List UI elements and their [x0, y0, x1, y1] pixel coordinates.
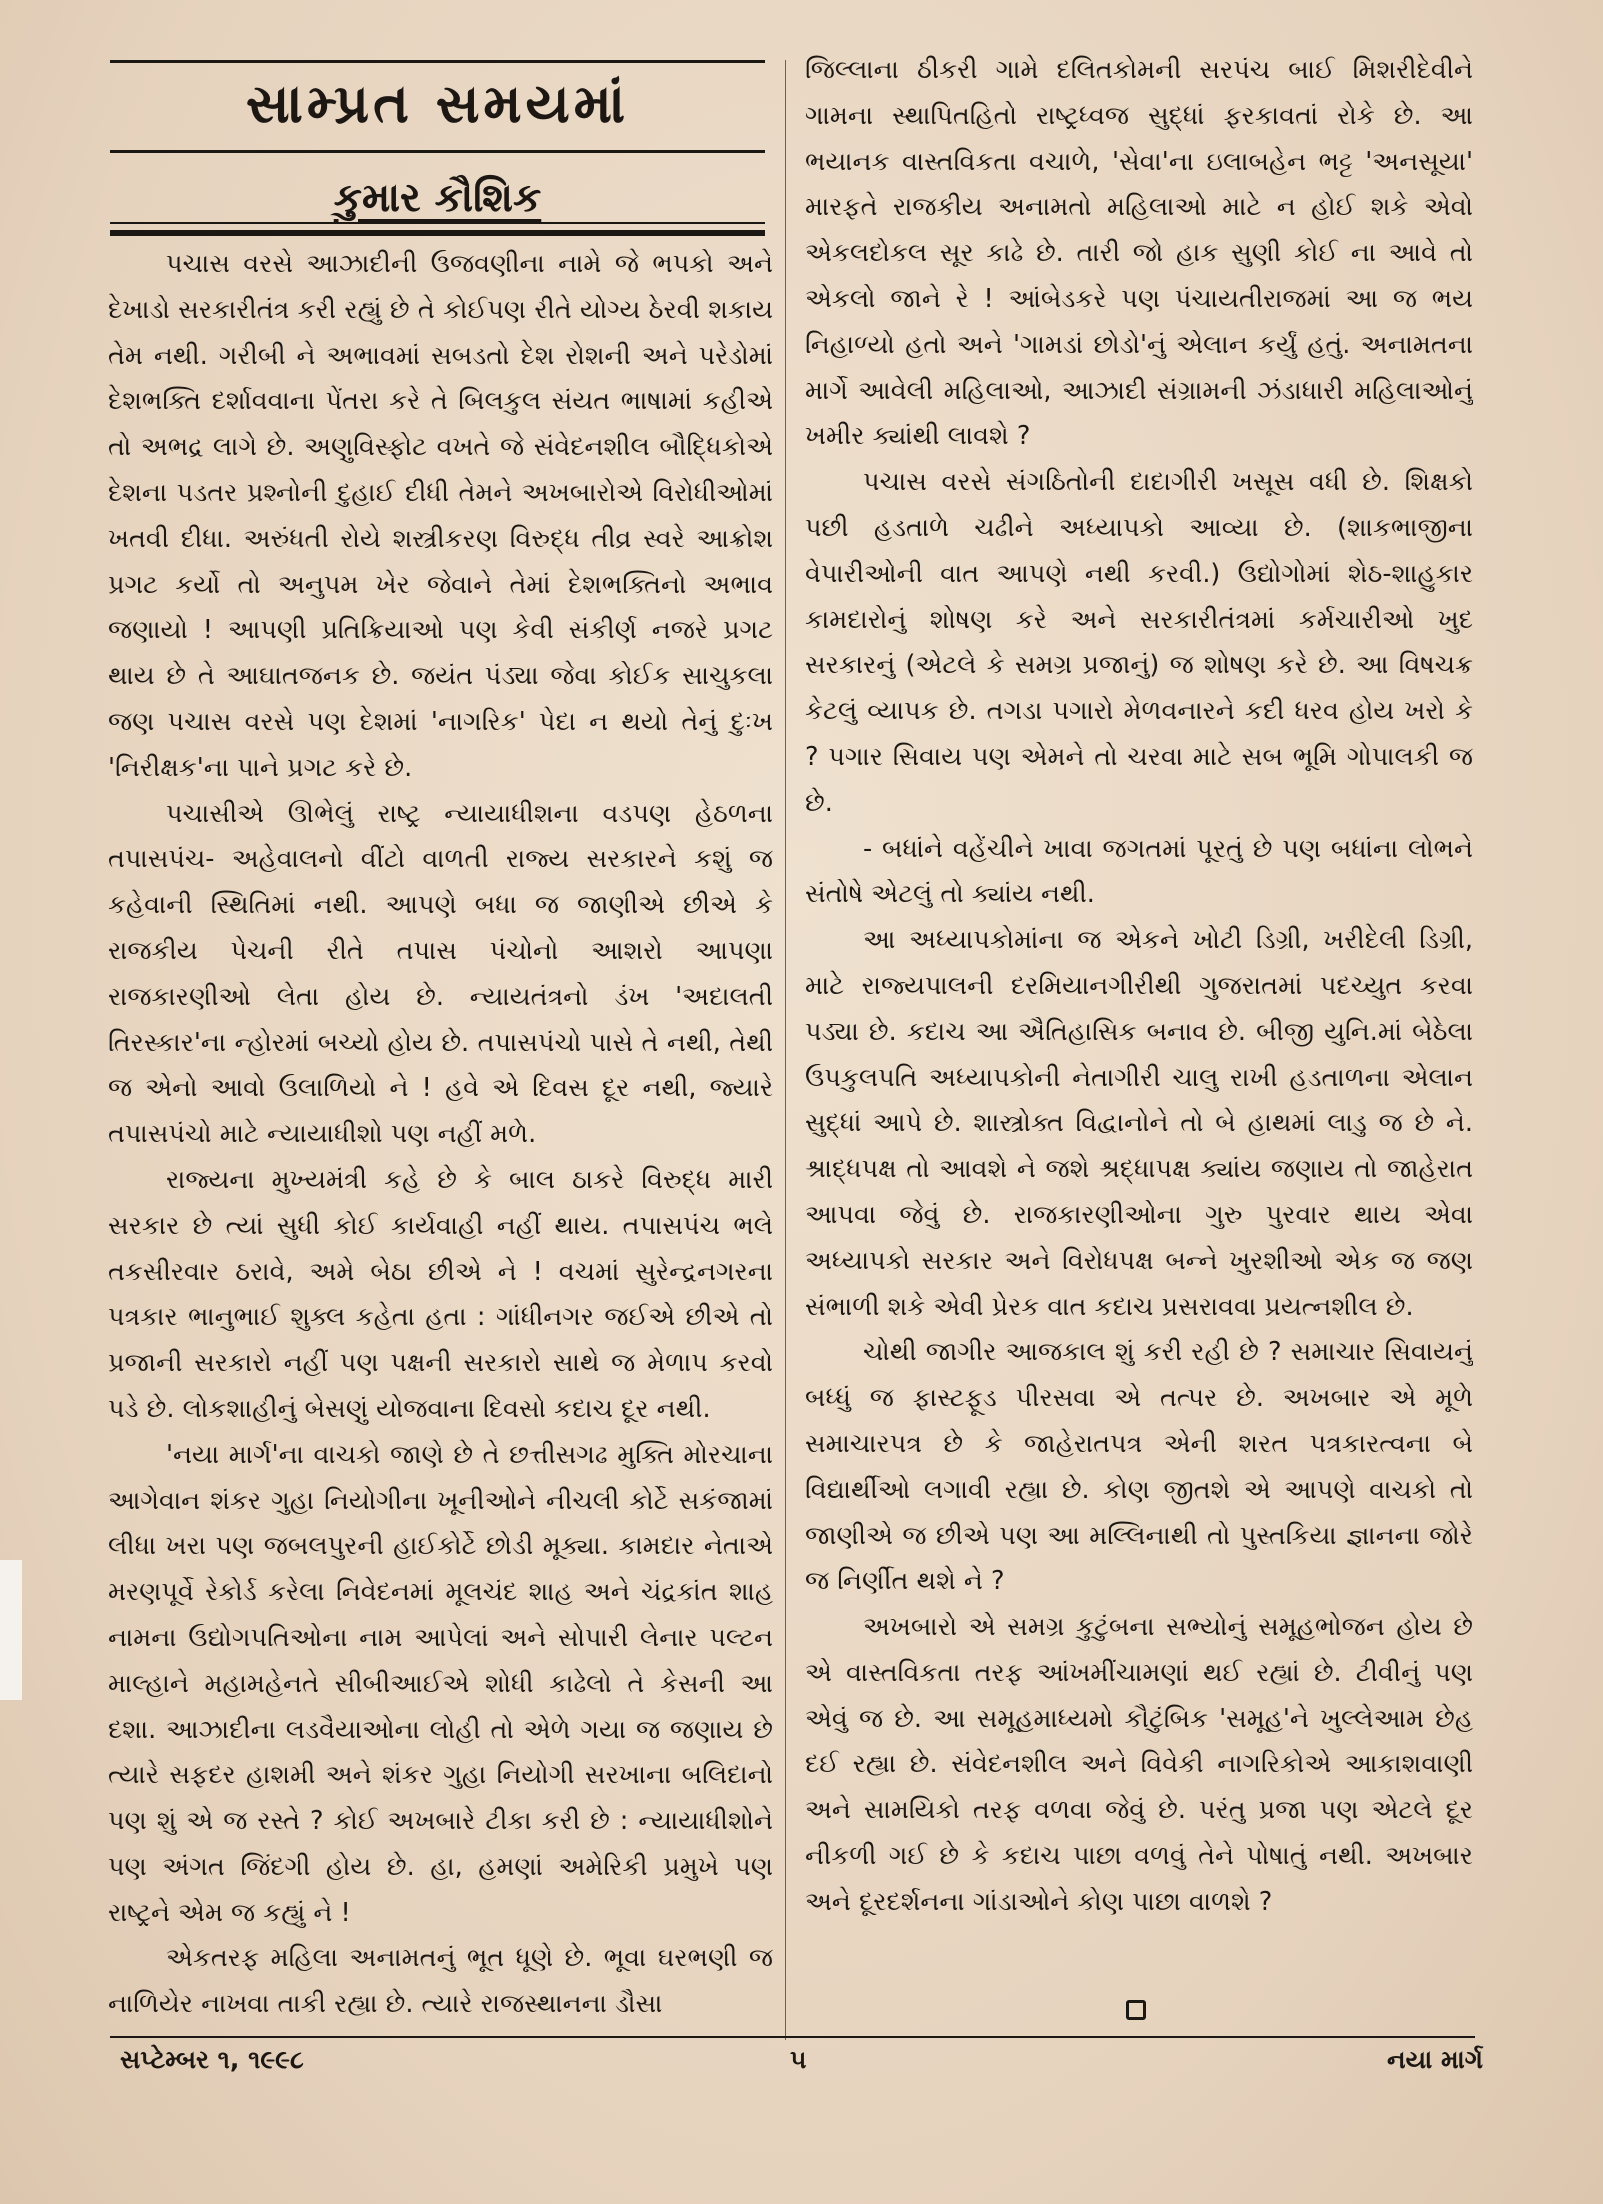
right-column	[805, 48, 1473, 2048]
paragraph: એકતરફ મહિલા અનામતનું ભૂત ધૂણે છે. ભૂવા ઘરભણી જ નાળિયેર નાખવા તાકી રહ્યા છે. ત્યારે રાજસ્થાનના ડૌસા	[108, 1943, 773, 2020]
paragraph: 'નયા માર્ગ'ના વાચકો જાણે છે તે છત્તીસગઢ મુક્તિ મોરચાના આગેવાન શંકર ગુહા નિયોગીના ખૂનીઓને નીચલી કોર્ટે સકંજામાં લીધા ખરા પણ જબલપુરની હાઈકોર્ટે છોડી મૂક્યા. કામદાર નેતાએ મરણપૂર્વે રેકોર્ડ કરેલા નિવેદનમાં મૂલચંદ શાહ અને ચંદ્રકાંત શાહ નામના ઉદ્યોગપતિઓના નામ આપેલાં અને સોપારી લેનાર પલ્ટન માલ્હાને મહામહેનતે સીબીઆઈએ શોધી કાઢેલો તે કેસની આ દશા. આઝાદીના લડવૈયાઓના લોહી તો એળે ગયા જ જણાય છે ત્યારે સફદર હાશમી અને શંકર ગુહા નિયોગી સરખાના બલિદાનો પણ શું એ જ રસ્તે ? કોઈ અખબારે ટીકા કરી છે : ન્યાયાધીશોને પણ અંગત જિંદગી હોય છે. હા, હમણાં અમેરિકી પ્રમુખે પણ રાષ્ટ્રને એમ જ કહ્યું ને !	[108, 1439, 773, 1928]
paragraph: અખબારો એ સમગ્ર કુટુંબના સભ્યોનું સમૂહભોજન હોય છે એ વાસ્તવિકતા તરફ આંખમીંચામણાં થઈ રહ્યાં છે. ટીવીનું પણ એવું જ છે. આ સમૂહમાધ્યમો કૌટુંબિક 'સમૂહ'ને ખુલ્લેઆમ છેહ દઈ રહ્યા છે. સંવેદનશીલ અને વિવેકી નાગરિકોએ આકાશવાણી અને સામયિકો તરફ વળવા જેવું છે. પરંતુ પ્રજા પણ એટલે દૂર નીકળી ગઈ છે કે કદાચ પાછા વળવું તેને પોષાતું નથી. અખબાર અને દૂરદર્શનના ગાંડાઓને કોણ પાછા વાળશે ?	[805, 1612, 1473, 1917]
paragraph: જિલ્લાના ઠીકરી ગામે દલિતકોમની સરપંચ બાઈ મિશરીદેવીને ગામના સ્થાપિતહિતો રાષ્ટ્રધ્વજ સુદ્ધાં ફરકાવતાં રોકે છે. આ ભયાનક વાસ્તવિકતા વચાળે, 'સેવા'ના ઇલાબહેન ભટ્ટ 'અનસૂયા' મારફતે રાજકીય અનામતો મહિલાઓ માટે ન હોઈ શકે એવો એકલદોકલ સૂર કાઢે છે. તારી જો હાક સુણી કોઈ ના આવે તો એકલો જાને રે ! આંબેડકરે પણ પંચાયતીરાજમાં આ જ ભય નિહાળ્યો હતો અને 'ગામડાં છોડો'નું એલાન કર્યું હતું. અનામતના માર્ગે આવેલી મહિલાઓ, આઝાદી સંગ્રામની ઝંડાધારી મહિલાઓનું ખમીર ક્યાંથી લાવશે ?	[805, 55, 1473, 452]
paragraph: પચાસીએ ઊભેલું રાષ્ટ્ર ન્યાયાધીશના વડપણ હેઠળના તપાસપંચ- અહેવાલનો વીંટો વાળતી રાજ્ય સરકારને કશું જ કહેવાની સ્થિતિમાં નથી. આપણે બધા જ જાણીએ છીએ કે રાજકીય પેચની રીતે તપાસ પંચોનો આશરો આપણા રાજકારણીઓ લેતા હોય છે. ન્યાયતંત્રનો ડંખ 'અદાલતી તિરસ્કાર'ના ન્હોરમાં બચ્યો હોય છે. તપાસપંચો પાસે તે નથી, તેથી જ એનો આવો ઉલાળિયો ને ! હવે એ દિવસ દૂર નથી, જ્યારે તપાસપંચો માટે ન્યાયાધીશો પણ નહીં મળે.	[108, 798, 773, 1150]
footer-date: સપ્ટેમ્બર ૧, ૧૯૯૮	[120, 2045, 304, 2074]
author-rule-thin	[110, 222, 765, 224]
paragraph: - બધાંને વહેંચીને ખાવા જગતમાં પૂરતું છે પણ બધાંના લોભને સંતોષે એટલું તો ક્યાંય નથી.	[805, 833, 1473, 910]
footer-rule	[110, 2036, 1475, 2038]
end-of-article-icon	[1126, 2000, 1146, 2020]
paragraph: પચાસ વરસે આઝાદીની ઉજવણીના નામે જે ભપકો અને દેખાડો સરકારીતંત્ર કરી રહ્યું છે તે કોઈપણ રીતે યોગ્ય ઠેરવી શકાય તેમ નથી. ગરીબી ને અભાવમાં સબડતો દેશ રોશની અને પરેડોમાં દેશભક્તિ દર્શાવવાના પેંતરા કરે તે બિલકુલ સંયત ભાષામાં કહીએ તો અભદ્ર લાગે છે. અણુવિસ્ફોટ વખતે જે સંવેદનશીલ બૌદ્ધિકોએ દેશના પડતર પ્રશ્નોની દુહાઈ દીધી તેમને અખબારોએ વિરોધીઓમાં ખતવી દીધા. અરુંધતી રોયે શસ્ત્રીકરણ વિરુદ્ધ તીવ્ર સ્વરે આક્રોશ પ્રગટ કર્યો તો અનુપમ ખેર જેવાને તેમાં દેશભક્તિનો અભાવ જણાયો ! આપણી પ્રતિક્રિયાઓ પણ કેવી સંકીર્ણ નજરે પ્રગટ થાય છે તે આઘાતજનક છે. જયંત પંડ્યા જેવા કોઈક સાચુકલા જણ પચાસ વરસે પણ દેશમાં 'નાગરિક' પેદા ન થયો તેનું દુઃખ 'નિરીક્ષક'ના પાને પ્રગટ કરે છે.	[108, 249, 773, 783]
top-rule	[110, 60, 765, 63]
paragraph: ચોથી જાગીર આજકાલ શું કરી રહી છે ? સમાચાર સિવાયનું બધ્ધું જ ફાસ્ટફૂડ પીરસવા એ તત્પર છે. અખબાર એ મૂળે સમાચારપત્ર છે કે જાહેરાતપત્ર એની શરત પત્રકારત્વના બે વિદ્યાર્થીઓ લગાવી રહ્યા છે. કોણ જીતશે એ આપણે વાચકો તો જાણીએ જ છીએ પણ આ મલ્લિનાથી તો પુસ્તકિયા જ્ઞાનના જોરે જ નિર્ણીત થશે ને ?	[805, 1337, 1473, 1597]
article-title: સામ્પ્રત સમયમાં	[245, 72, 630, 135]
footer-publication: નયા માર્ગ	[1387, 2045, 1483, 2074]
left-column	[108, 242, 773, 2032]
paragraph: આ અધ્યાપકોમાંના જ એકને ખોટી ડિગ્રી, ખરીદેલી ડિગ્રી, માટે રાજ્યપાલની દરમિયાનગીરીથી ગુજરાતમાં પદચ્યુત કરવા પડ્યા છે. કદાચ આ ઐતિહાસિક બનાવ છે. બીજી યુનિ.માં બેઠેલા ઉપકુલપતિ અધ્યાપકોની નેતાગીરી ચાલુ રાખી હડતાળના એલાન સુદ્ધાં આપે છે. શાસ્ત્રોક્ત વિદ્વાનોને તો બે હાથમાં લાડુ જ છે ને. શ્રાદ્ધપક્ષ તો આવશે ને જશે શ્રદ્ધાપક્ષ ક્યાંય જણાય તો જાહેરાત આપવા જેવું છે. રાજકારણીઓના ગુરુ પુરવાર થાય એવા અધ્યાપકો સરકાર અને વિરોધપક્ષ બન્ને ખુરશીઓ એક જ જણ સંભાળી શકે એવી પ્રેરક વાત કદાચ પ્રસરાવવા પ્રયત્નશીલ છે.	[805, 925, 1473, 1322]
torn-edge	[0, 1560, 22, 1700]
footer-page-number: ૫	[790, 2045, 807, 2074]
title-rule	[110, 150, 765, 153]
article-author: કુમાર કૌશિક	[333, 175, 542, 221]
paragraph: રાજ્યના મુખ્યમંત્રી કહે છે કે બાલ ઠાકરે વિરુદ્ધ મારી સરકાર છે ત્યાં સુધી કોઈ કાર્યવાહી નહીં થાય. તપાસપંચ ભલે તકસીરવાર ઠરાવે, અમે બેઠા છીએ ને ! વચમાં સુરેન્દ્રનગરના પત્રકાર ભાનુભાઈ શુક્લ કહેતા હતા : ગાંધીનગર જઈએ છીએ તો પ્રજાની સરકારો નહીં પણ પક્ષની સરકારો સાથે જ મેળાપ કરવો પડે છે. લોકશાહીનું બેસણું યોજવાના દિવસો કદાચ દૂર નથી.	[108, 1164, 773, 1424]
author-rule-thick	[110, 230, 765, 236]
paragraph: પચાસ વરસે સંગઠિતોની દાદાગીરી ખસૂસ વધી છે. શિક્ષકો પછી હડતાળે ચઢીને અધ્યાપકો આવ્યા છે. (શાકભાજીના વેપારીઓની વાત આપણે નથી કરવી.) ઉદ્યોગોમાં શેઠ-શાહુકાર કામદારોનું શોષણ કરે અને સરકારીતંત્રમાં કર્મચારીઓ ખુદ સરકારનું (એટલે કે સમગ્ર પ્રજાનું) જ શોષણ કરે છે. આ વિષચક્ર કેટલું વ્યાપક છે. તગડા પગારો મેળવનારને કદી ધરવ હોય ખરો કે ? પગાર સિવાય પણ એમને તો ચરવા માટે સબ ભૂમિ ગોપાલકી જ છે.	[805, 467, 1473, 818]
column-divider	[785, 60, 786, 2040]
